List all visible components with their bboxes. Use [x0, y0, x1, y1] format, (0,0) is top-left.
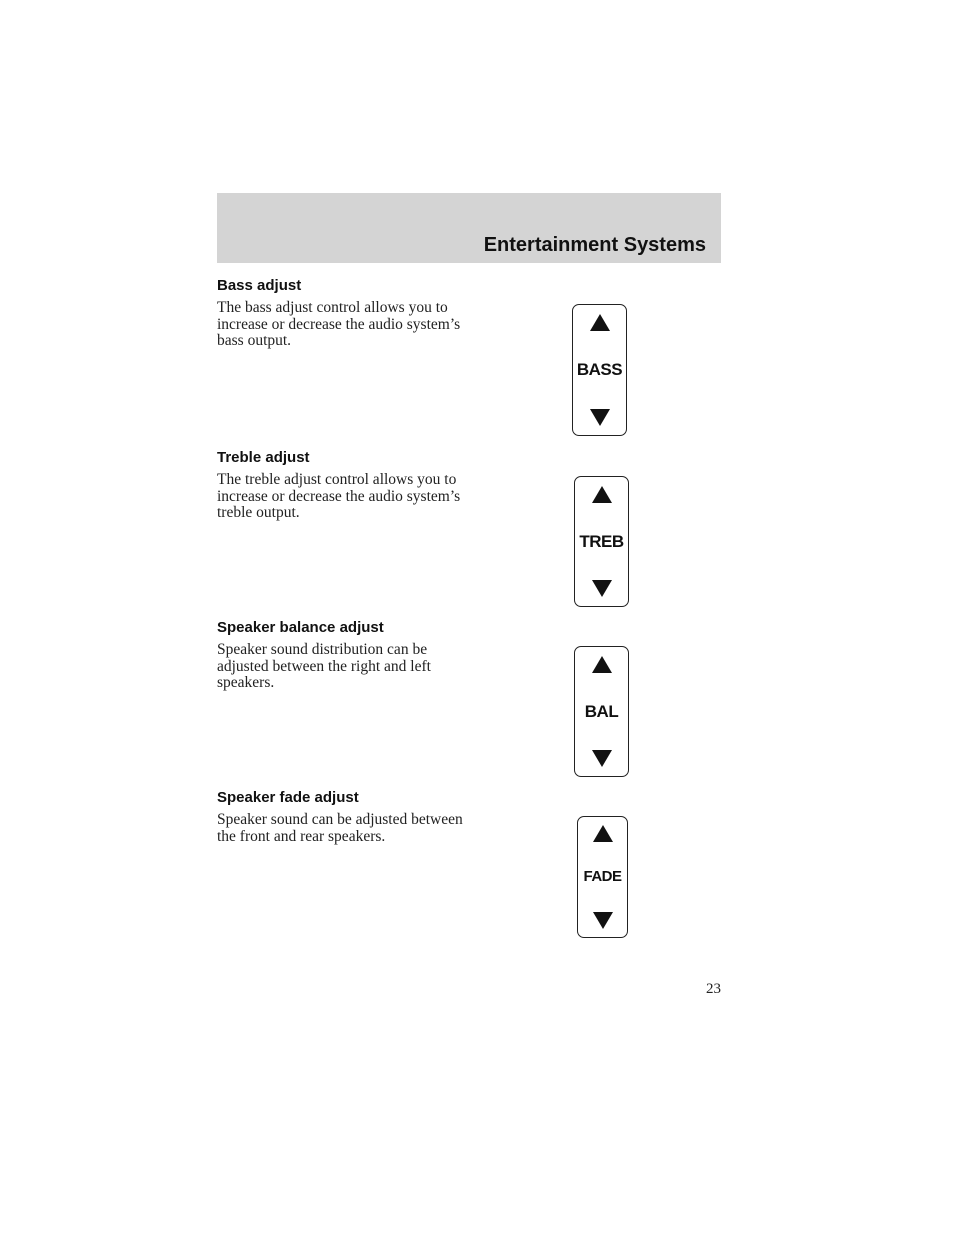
treble-adjust-description: The treble adjust control allows you to increase or decrease the audio system’s treble output.: [217, 471, 461, 521]
bass-adjust-section: [217, 277, 477, 350]
section-header-band: [217, 193, 721, 263]
balance-control-illustration: [574, 646, 629, 777]
arrow-up-icon: [592, 656, 612, 673]
bass-adjust-description: The bass adjust control allows you to increase or decrease the audio system’s bass output.: [217, 299, 461, 349]
arrow-down-icon: [592, 580, 612, 597]
page-title: Entertainment Systems: [483, 234, 706, 256]
fade-adjust-heading: Speaker fade adjust: [217, 789, 359, 806]
arrow-down-icon: [593, 912, 613, 929]
fade-control-illustration: [577, 816, 628, 938]
balance-adjust-section: [217, 619, 477, 692]
bass-control-illustration: [572, 304, 627, 436]
treble-adjust-heading: Treble adjust: [217, 449, 310, 466]
arrow-down-icon: [592, 750, 612, 767]
page-number: 23: [706, 981, 721, 997]
arrow-up-icon: [593, 825, 613, 842]
arrow-up-icon: [590, 314, 610, 331]
bass-adjust-heading: Bass adjust: [217, 277, 302, 294]
bass-control-label: BASS: [576, 360, 623, 379]
treble-adjust-section: [217, 449, 477, 522]
fade-adjust-section: [217, 789, 477, 845]
balance-adjust-description: Speaker sound distribution can be adjusted between the right and left speakers.: [217, 641, 431, 691]
balance-control-label: BAL: [584, 702, 619, 721]
fade-control-label: FADE: [583, 868, 622, 885]
arrow-up-icon: [592, 486, 612, 503]
balance-adjust-heading: Speaker balance adjust: [217, 619, 384, 636]
treble-control-illustration: [574, 476, 629, 607]
treble-control-label: TREB: [579, 532, 624, 551]
arrow-down-icon: [590, 409, 610, 426]
fade-adjust-description: Speaker sound can be adjusted between the front and rear speakers.: [217, 811, 463, 845]
